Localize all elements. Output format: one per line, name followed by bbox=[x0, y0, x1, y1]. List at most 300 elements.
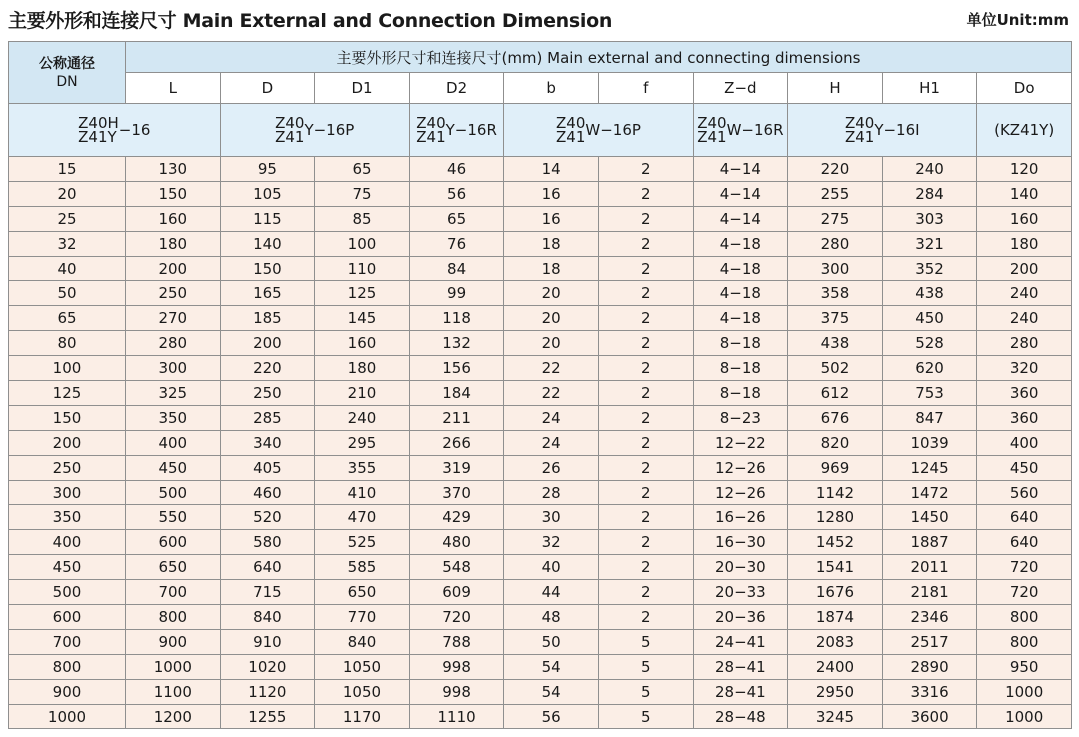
value-cell: 800 bbox=[977, 629, 1072, 654]
model-suffix: Y−16R bbox=[445, 121, 497, 139]
value-cell: 3316 bbox=[882, 679, 977, 704]
value-cell: 2 bbox=[598, 356, 693, 381]
value-cell: 1142 bbox=[788, 480, 883, 505]
model-label bbox=[556, 116, 641, 144]
value-cell: 240 bbox=[882, 157, 977, 182]
value-cell: 2 bbox=[598, 430, 693, 455]
model-bottom: Z41 bbox=[416, 128, 446, 146]
model-bottom: Z41 bbox=[556, 128, 586, 146]
model-stack bbox=[78, 116, 119, 144]
value-cell: 16 bbox=[504, 206, 599, 231]
value-cell: 650 bbox=[315, 580, 410, 605]
model-label bbox=[416, 116, 497, 144]
value-cell: 1020 bbox=[220, 654, 315, 679]
value-cell: 4−14 bbox=[693, 181, 788, 206]
value-cell: 620 bbox=[882, 356, 977, 381]
value-cell: 1000 bbox=[126, 654, 221, 679]
value-cell: 95 bbox=[220, 157, 315, 182]
value-cell: 65 bbox=[409, 206, 504, 231]
model-cell bbox=[9, 104, 221, 157]
value-cell: 20−36 bbox=[693, 605, 788, 630]
value-cell: 715 bbox=[220, 580, 315, 605]
value-cell: 105 bbox=[220, 181, 315, 206]
value-cell: 340 bbox=[220, 430, 315, 455]
dn-cell: 250 bbox=[9, 455, 126, 480]
value-cell: 1887 bbox=[882, 530, 977, 555]
value-cell: 520 bbox=[220, 505, 315, 530]
value-cell: 2 bbox=[598, 605, 693, 630]
value-cell: 1874 bbox=[788, 605, 883, 630]
value-cell: 18 bbox=[504, 231, 599, 256]
dn-cell: 900 bbox=[9, 679, 126, 704]
value-cell: 5 bbox=[598, 654, 693, 679]
model-bottom: Z41 bbox=[275, 128, 305, 146]
value-cell: 2 bbox=[598, 555, 693, 580]
value-cell: 360 bbox=[977, 381, 1072, 406]
value-cell: 847 bbox=[882, 405, 977, 430]
value-cell: 1200 bbox=[126, 704, 221, 729]
model-bottom: Z41Y bbox=[78, 128, 117, 146]
value-cell: 120 bbox=[977, 157, 1072, 182]
value-cell: 800 bbox=[977, 605, 1072, 630]
value-cell: 28 bbox=[504, 480, 599, 505]
value-cell: 910 bbox=[220, 629, 315, 654]
value-cell: 1170 bbox=[315, 704, 410, 729]
value-cell: 132 bbox=[409, 331, 504, 356]
dn-header-cn: 公称通径 bbox=[39, 55, 95, 72]
table-row bbox=[9, 281, 1072, 306]
value-cell: 460 bbox=[220, 480, 315, 505]
value-cell: 840 bbox=[315, 629, 410, 654]
dn-cell: 50 bbox=[9, 281, 126, 306]
value-cell: 969 bbox=[788, 455, 883, 480]
value-cell: 321 bbox=[882, 231, 977, 256]
value-cell: 355 bbox=[315, 455, 410, 480]
value-cell: 5 bbox=[598, 704, 693, 729]
dn-cell: 32 bbox=[9, 231, 126, 256]
model-suffix: −16 bbox=[118, 121, 151, 139]
value-cell: 180 bbox=[977, 231, 1072, 256]
value-cell: 160 bbox=[315, 331, 410, 356]
dn-cell: 40 bbox=[9, 256, 126, 281]
value-cell: 8−18 bbox=[693, 356, 788, 381]
value-cell: 502 bbox=[788, 356, 883, 381]
model-cell bbox=[788, 104, 977, 157]
page-title: 主要外形和连接尺寸 Main External and Connection Dimension bbox=[8, 10, 613, 32]
value-cell: 76 bbox=[409, 231, 504, 256]
value-cell: 352 bbox=[882, 256, 977, 281]
value-cell: 450 bbox=[126, 455, 221, 480]
value-cell: 820 bbox=[788, 430, 883, 455]
value-cell: 210 bbox=[315, 381, 410, 406]
model-top: Z40H bbox=[78, 114, 119, 132]
value-cell: 28−41 bbox=[693, 679, 788, 704]
table-row bbox=[9, 605, 1072, 630]
dn-cell: 500 bbox=[9, 580, 126, 605]
value-cell: 600 bbox=[126, 530, 221, 555]
value-cell: 609 bbox=[409, 580, 504, 605]
value-cell: 85 bbox=[315, 206, 410, 231]
value-cell: 2 bbox=[598, 455, 693, 480]
value-cell: 140 bbox=[977, 181, 1072, 206]
value-cell: 325 bbox=[126, 381, 221, 406]
value-cell: 480 bbox=[409, 530, 504, 555]
value-cell: 2 bbox=[598, 256, 693, 281]
value-cell: 2 bbox=[598, 580, 693, 605]
column-header: b bbox=[504, 73, 599, 104]
column-header: Z−d bbox=[693, 73, 788, 104]
value-cell: 140 bbox=[220, 231, 315, 256]
value-cell: 800 bbox=[126, 605, 221, 630]
value-cell: 2 bbox=[598, 381, 693, 406]
column-header: f bbox=[598, 73, 693, 104]
value-cell: 220 bbox=[788, 157, 883, 182]
value-cell: 1541 bbox=[788, 555, 883, 580]
dn-cell: 200 bbox=[9, 430, 126, 455]
model-cell bbox=[977, 104, 1072, 157]
value-cell: 1255 bbox=[220, 704, 315, 729]
value-cell: 3245 bbox=[788, 704, 883, 729]
value-cell: 16−26 bbox=[693, 505, 788, 530]
value-cell: 75 bbox=[315, 181, 410, 206]
column-header: H1 bbox=[882, 73, 977, 104]
value-cell: 612 bbox=[788, 381, 883, 406]
value-cell: 840 bbox=[220, 605, 315, 630]
value-cell: 185 bbox=[220, 306, 315, 331]
value-cell: 2 bbox=[598, 405, 693, 430]
value-cell: 8−23 bbox=[693, 405, 788, 430]
table-row bbox=[9, 256, 1072, 281]
value-cell: 46 bbox=[409, 157, 504, 182]
table-row bbox=[9, 306, 1072, 331]
value-cell: 303 bbox=[882, 206, 977, 231]
value-cell: 1039 bbox=[882, 430, 977, 455]
dn-cell: 15 bbox=[9, 157, 126, 182]
value-cell: 2 bbox=[598, 331, 693, 356]
value-cell: 2 bbox=[598, 505, 693, 530]
value-cell: 450 bbox=[977, 455, 1072, 480]
value-cell: 2 bbox=[598, 480, 693, 505]
value-cell: 20 bbox=[504, 281, 599, 306]
value-cell: 300 bbox=[126, 356, 221, 381]
value-cell: 2 bbox=[598, 206, 693, 231]
table-row bbox=[9, 555, 1072, 580]
table-row bbox=[9, 181, 1072, 206]
table-row bbox=[9, 405, 1072, 430]
value-cell: 2400 bbox=[788, 654, 883, 679]
model-top: Z40 bbox=[416, 114, 446, 132]
value-cell: 54 bbox=[504, 679, 599, 704]
value-cell: 400 bbox=[977, 430, 1072, 455]
value-cell: 200 bbox=[220, 331, 315, 356]
value-cell: 548 bbox=[409, 555, 504, 580]
table-row bbox=[9, 356, 1072, 381]
model-label bbox=[845, 116, 920, 144]
model-stack bbox=[697, 116, 726, 144]
model-suffix: Y−16P bbox=[304, 121, 355, 139]
value-cell: 200 bbox=[126, 256, 221, 281]
value-cell: 770 bbox=[315, 605, 410, 630]
value-cell: 2 bbox=[598, 530, 693, 555]
value-cell: 300 bbox=[788, 256, 883, 281]
value-cell: 12−22 bbox=[693, 430, 788, 455]
value-cell: 26 bbox=[504, 455, 599, 480]
value-cell: 580 bbox=[220, 530, 315, 555]
value-cell: 250 bbox=[126, 281, 221, 306]
value-cell: 525 bbox=[315, 530, 410, 555]
unit-label: 单位Unit:mm bbox=[966, 11, 1069, 29]
value-cell: 410 bbox=[315, 480, 410, 505]
value-cell: 676 bbox=[788, 405, 883, 430]
dn-cell: 80 bbox=[9, 331, 126, 356]
column-header: L bbox=[126, 73, 221, 104]
value-cell: 5 bbox=[598, 629, 693, 654]
value-cell: 1050 bbox=[315, 679, 410, 704]
value-cell: 438 bbox=[882, 281, 977, 306]
model-bottom: Z41 bbox=[697, 128, 727, 146]
value-cell: 295 bbox=[315, 430, 410, 455]
column-header: D2 bbox=[409, 73, 504, 104]
value-cell: 1452 bbox=[788, 530, 883, 555]
value-cell: 180 bbox=[126, 231, 221, 256]
value-cell: 470 bbox=[315, 505, 410, 530]
column-header: H bbox=[788, 73, 883, 104]
table-row bbox=[9, 480, 1072, 505]
value-cell: 1472 bbox=[882, 480, 977, 505]
value-cell: 358 bbox=[788, 281, 883, 306]
value-cell: 32 bbox=[504, 530, 599, 555]
value-cell: 2950 bbox=[788, 679, 883, 704]
value-cell: 100 bbox=[315, 231, 410, 256]
value-cell: 5 bbox=[598, 679, 693, 704]
dn-cell: 300 bbox=[9, 480, 126, 505]
value-cell: 118 bbox=[409, 306, 504, 331]
value-cell: 20 bbox=[504, 306, 599, 331]
value-cell: 650 bbox=[126, 555, 221, 580]
value-cell: 56 bbox=[504, 704, 599, 729]
value-cell: 20−30 bbox=[693, 555, 788, 580]
value-cell: 65 bbox=[315, 157, 410, 182]
value-cell: 1676 bbox=[788, 580, 883, 605]
value-cell: 285 bbox=[220, 405, 315, 430]
table-row bbox=[9, 231, 1072, 256]
value-cell: 1120 bbox=[220, 679, 315, 704]
value-cell: 180 bbox=[315, 356, 410, 381]
value-cell: 14 bbox=[504, 157, 599, 182]
value-cell: 2181 bbox=[882, 580, 977, 605]
value-cell: 2 bbox=[598, 157, 693, 182]
value-cell: 438 bbox=[788, 331, 883, 356]
value-cell: 1050 bbox=[315, 654, 410, 679]
value-cell: 130 bbox=[126, 157, 221, 182]
model-stack bbox=[556, 116, 585, 144]
value-cell: 1110 bbox=[409, 704, 504, 729]
table-row bbox=[9, 455, 1072, 480]
value-cell: 1100 bbox=[126, 679, 221, 704]
models-row bbox=[9, 104, 1072, 157]
table-row bbox=[9, 704, 1072, 729]
value-cell: 270 bbox=[126, 306, 221, 331]
value-cell: 319 bbox=[409, 455, 504, 480]
value-cell: 20−33 bbox=[693, 580, 788, 605]
value-cell: 115 bbox=[220, 206, 315, 231]
value-cell: 240 bbox=[977, 306, 1072, 331]
value-cell: 320 bbox=[977, 356, 1072, 381]
value-cell: 2517 bbox=[882, 629, 977, 654]
table-row bbox=[9, 157, 1072, 182]
dn-cell: 20 bbox=[9, 181, 126, 206]
value-cell: 211 bbox=[409, 405, 504, 430]
model-label bbox=[697, 116, 783, 144]
value-cell: 16 bbox=[504, 181, 599, 206]
value-cell: 2011 bbox=[882, 555, 977, 580]
value-cell: 150 bbox=[126, 181, 221, 206]
value-cell: 640 bbox=[977, 505, 1072, 530]
value-cell: 220 bbox=[220, 356, 315, 381]
table-row bbox=[9, 430, 1072, 455]
value-cell: 528 bbox=[882, 331, 977, 356]
model-text: (KZ41Y) bbox=[994, 121, 1055, 139]
table-row bbox=[9, 505, 1072, 530]
value-cell: 2346 bbox=[882, 605, 977, 630]
model-label bbox=[78, 116, 150, 144]
value-cell: 350 bbox=[126, 405, 221, 430]
column-header-row bbox=[9, 73, 1072, 104]
value-cell: 240 bbox=[977, 281, 1072, 306]
column-header: Do bbox=[977, 73, 1072, 104]
value-cell: 4−18 bbox=[693, 306, 788, 331]
value-cell: 640 bbox=[977, 530, 1072, 555]
value-cell: 99 bbox=[409, 281, 504, 306]
value-cell: 720 bbox=[977, 555, 1072, 580]
model-stack bbox=[845, 116, 874, 144]
value-cell: 640 bbox=[220, 555, 315, 580]
value-cell: 720 bbox=[409, 605, 504, 630]
value-cell: 1245 bbox=[882, 455, 977, 480]
value-cell: 165 bbox=[220, 281, 315, 306]
value-cell: 125 bbox=[315, 281, 410, 306]
value-cell: 560 bbox=[977, 480, 1072, 505]
value-cell: 250 bbox=[220, 381, 315, 406]
value-cell: 84 bbox=[409, 256, 504, 281]
model-stack bbox=[275, 116, 304, 144]
table-row bbox=[9, 206, 1072, 231]
column-header: D bbox=[220, 73, 315, 104]
model-suffix: Y−16I bbox=[874, 121, 920, 139]
dn-cell: 150 bbox=[9, 405, 126, 430]
value-cell: 20 bbox=[504, 331, 599, 356]
value-cell: 2890 bbox=[882, 654, 977, 679]
column-header: D1 bbox=[315, 73, 410, 104]
value-cell: 12−26 bbox=[693, 480, 788, 505]
value-cell: 150 bbox=[220, 256, 315, 281]
model-cell bbox=[409, 104, 504, 157]
model-suffix: W−16P bbox=[585, 121, 641, 139]
value-cell: 56 bbox=[409, 181, 504, 206]
table-row bbox=[9, 580, 1072, 605]
value-cell: 900 bbox=[126, 629, 221, 654]
value-cell: 2083 bbox=[788, 629, 883, 654]
value-cell: 585 bbox=[315, 555, 410, 580]
dn-cell: 350 bbox=[9, 505, 126, 530]
table-row bbox=[9, 331, 1072, 356]
dn-cell: 450 bbox=[9, 555, 126, 580]
value-cell: 30 bbox=[504, 505, 599, 530]
value-cell: 240 bbox=[315, 405, 410, 430]
value-cell: 266 bbox=[409, 430, 504, 455]
dn-cell: 25 bbox=[9, 206, 126, 231]
value-cell: 280 bbox=[977, 331, 1072, 356]
value-cell: 18 bbox=[504, 256, 599, 281]
value-cell: 184 bbox=[409, 381, 504, 406]
table-row bbox=[9, 381, 1072, 406]
model-top: Z40 bbox=[275, 114, 305, 132]
dn-cell: 800 bbox=[9, 654, 126, 679]
value-cell: 950 bbox=[977, 654, 1072, 679]
group-header: 主要外形尺寸和连接尺寸(mm) Main external and connecting dimensions bbox=[126, 42, 1072, 73]
value-cell: 280 bbox=[788, 231, 883, 256]
value-cell: 4−18 bbox=[693, 281, 788, 306]
value-cell: 16−30 bbox=[693, 530, 788, 555]
value-cell: 1000 bbox=[977, 704, 1072, 729]
value-cell: 44 bbox=[504, 580, 599, 605]
value-cell: 3600 bbox=[882, 704, 977, 729]
value-cell: 22 bbox=[504, 381, 599, 406]
value-cell: 405 bbox=[220, 455, 315, 480]
value-cell: 50 bbox=[504, 629, 599, 654]
value-cell: 4−14 bbox=[693, 206, 788, 231]
value-cell: 200 bbox=[977, 256, 1072, 281]
value-cell: 110 bbox=[315, 256, 410, 281]
model-label bbox=[275, 116, 354, 144]
value-cell: 156 bbox=[409, 356, 504, 381]
table-row bbox=[9, 679, 1072, 704]
dn-cell: 400 bbox=[9, 530, 126, 555]
model-top: Z40 bbox=[844, 114, 875, 132]
table-row bbox=[9, 654, 1072, 679]
value-cell: 375 bbox=[788, 306, 883, 331]
value-cell: 8−18 bbox=[693, 381, 788, 406]
value-cell: 1000 bbox=[977, 679, 1072, 704]
value-cell: 280 bbox=[126, 331, 221, 356]
value-cell: 28−48 bbox=[693, 704, 788, 729]
value-cell: 4−14 bbox=[693, 157, 788, 182]
value-cell: 1280 bbox=[788, 505, 883, 530]
value-cell: 255 bbox=[788, 181, 883, 206]
value-cell: 788 bbox=[409, 629, 504, 654]
value-cell: 700 bbox=[126, 580, 221, 605]
value-cell: 284 bbox=[882, 181, 977, 206]
value-cell: 12−26 bbox=[693, 455, 788, 480]
dn-cell: 700 bbox=[9, 629, 126, 654]
value-cell: 4−18 bbox=[693, 256, 788, 281]
value-cell: 753 bbox=[882, 381, 977, 406]
value-cell: 550 bbox=[126, 505, 221, 530]
model-cell bbox=[693, 104, 788, 157]
table-row bbox=[9, 530, 1072, 555]
value-cell: 54 bbox=[504, 654, 599, 679]
dn-cell: 100 bbox=[9, 356, 126, 381]
model-stack bbox=[416, 116, 445, 144]
dn-cell: 600 bbox=[9, 605, 126, 630]
dn-header-en: DN bbox=[56, 73, 78, 90]
value-cell: 8−18 bbox=[693, 331, 788, 356]
value-cell: 998 bbox=[409, 654, 504, 679]
value-cell: 24 bbox=[504, 430, 599, 455]
table-row bbox=[9, 629, 1072, 654]
value-cell: 2 bbox=[598, 181, 693, 206]
value-cell: 500 bbox=[126, 480, 221, 505]
